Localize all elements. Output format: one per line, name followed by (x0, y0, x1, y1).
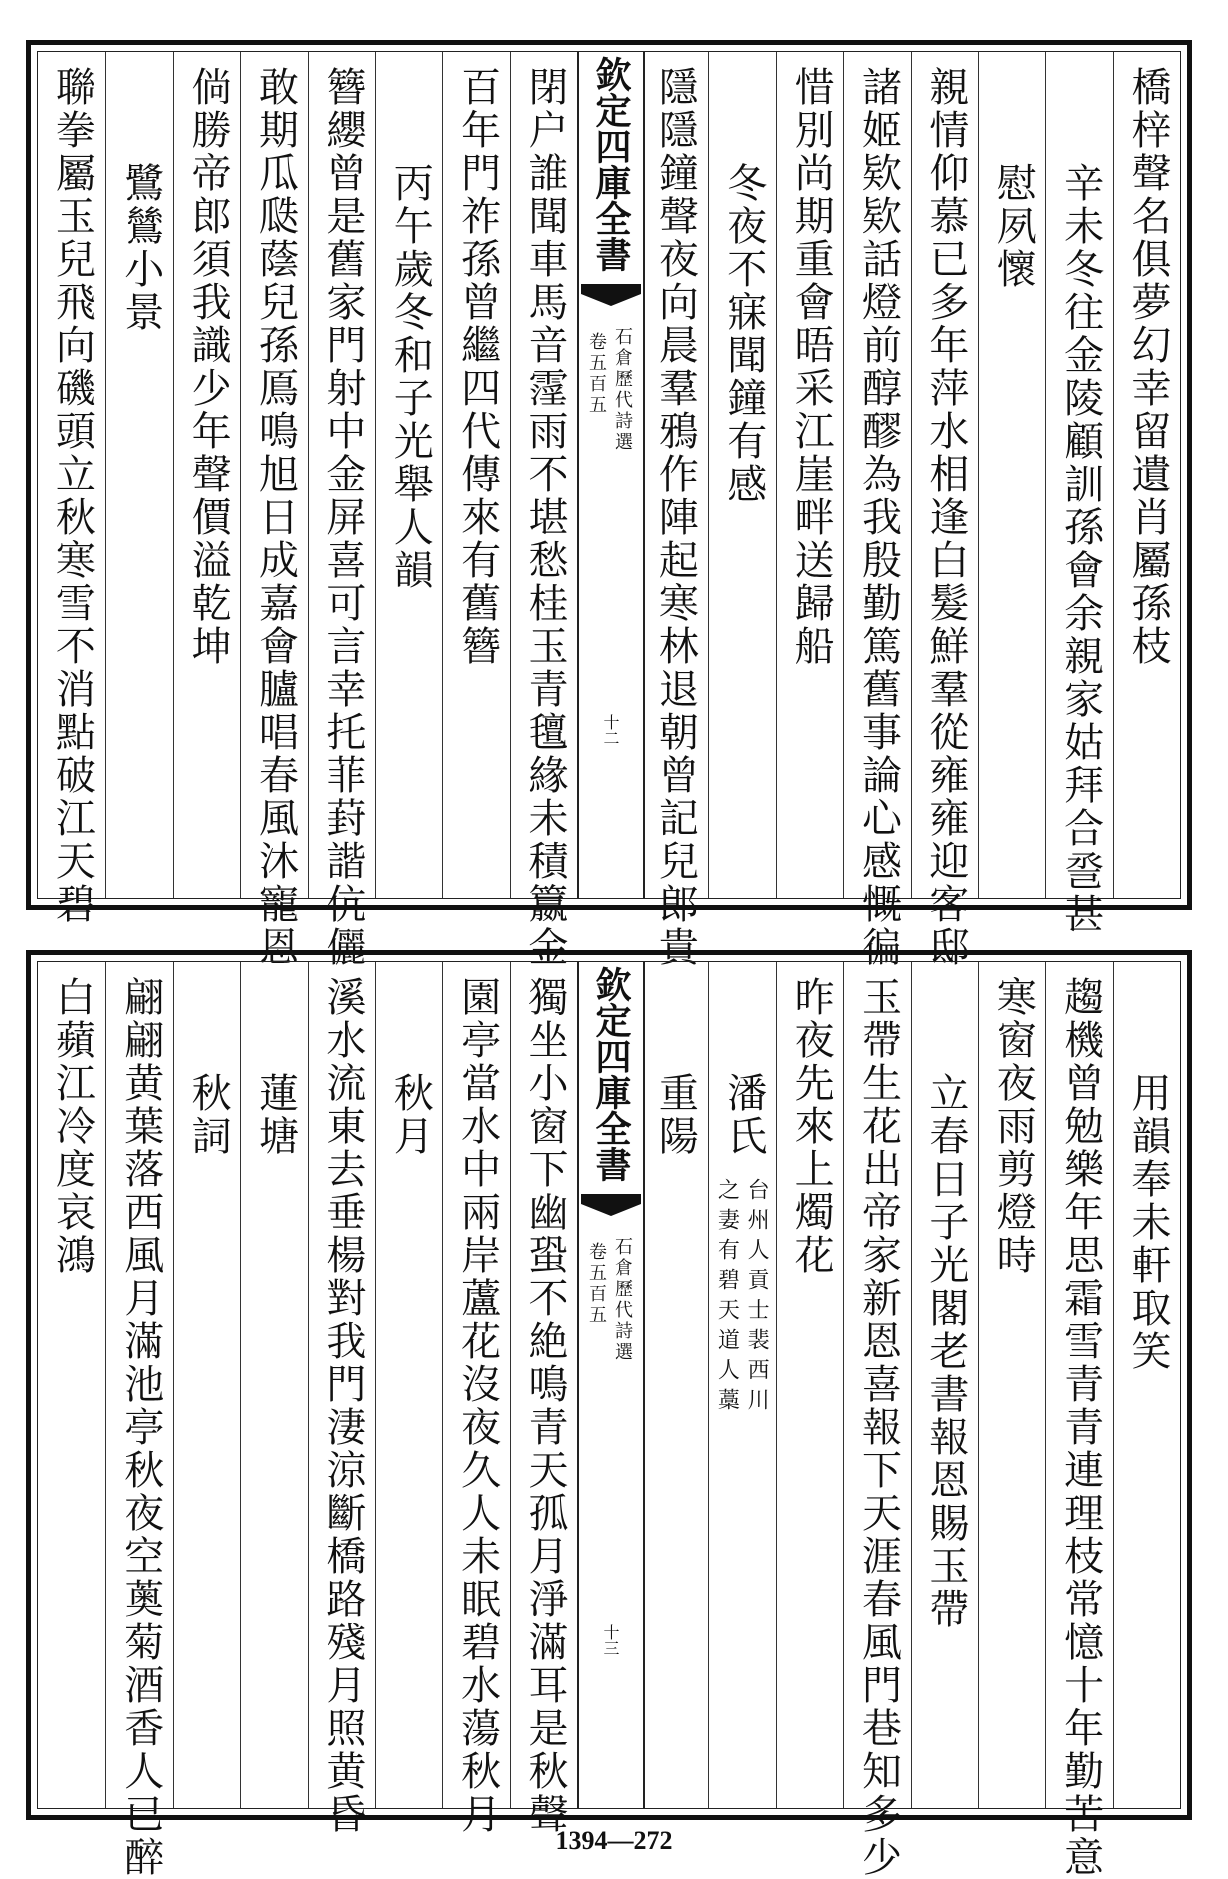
side-title: 石倉歷代詩選 (612, 327, 633, 453)
column-text: 園亭當水中兩岸蘆花沒夜久人未眠碧水蕩秋月 (454, 976, 501, 1836)
column-text: 昨夜先來上燭花 (788, 976, 835, 1277)
text-column (641, 962, 708, 1808)
center-block (577, 52, 645, 898)
text-column (1113, 52, 1181, 898)
column-text: 敢期瓜瓞蔭兒孫鳫鳴旭日成嘉會臚唱春風沐寵恩 (252, 66, 299, 969)
column-text: 簪纓曾是舊家門射中金屏喜可言幸托菲葑諧伉儷 (319, 66, 366, 969)
column-text: 白蘋江冷度哀鴻 (49, 976, 96, 1277)
volume-number: 卷五百五 (586, 1242, 607, 1326)
volume-number: 卷五百五 (586, 332, 607, 416)
column-text: 隱隱鐘聲夜向晨羣鴉作陣起寒林退朝曾記兒郎貴 (652, 66, 699, 969)
column-text: 鷺鷥小景 (117, 162, 164, 334)
leaf-number: 十二 (601, 714, 620, 746)
column-text: 辛未冬往金陵顧訓孫會余親家姑拜合巹甚 (1057, 162, 1104, 936)
text-column (708, 52, 776, 898)
text-column (978, 52, 1046, 898)
text-column (375, 52, 443, 898)
text-column (978, 962, 1046, 1808)
text-column (173, 962, 241, 1808)
column-text: 惜別尚期重會晤采江崖畔送歸船 (788, 66, 835, 668)
text-column (641, 52, 708, 969)
column-text: 翩翩黄葉落西風月滿池亭秋夜空薁菊酒香人已醉 (117, 976, 164, 1879)
text-column (843, 52, 911, 969)
column-text: 秋詞 (185, 1072, 232, 1158)
column-text: 蓮塘 (252, 1072, 299, 1158)
column-text: 溪水流東去垂楊對我門淒涼斷橋路殘月照黄昏 (319, 976, 366, 1836)
text-column (1045, 962, 1113, 1879)
text-column (240, 962, 308, 1808)
page-number: 1394—272 (555, 1826, 673, 1855)
column-text: 橋梓聲名俱夢幻幸留遺肖屬孫枝 (1125, 66, 1171, 668)
leaf-number: 十三 (601, 1624, 620, 1656)
column-text: 重陽 (652, 1072, 699, 1158)
text-column (911, 962, 979, 1808)
text-column (1113, 962, 1181, 1808)
text-column (375, 962, 443, 1808)
column-text: 玉帶生花出帝家新恩喜報下天涯春風門巷知多少 (855, 976, 902, 1879)
text-column (442, 52, 510, 898)
column-text: 秋月 (387, 1072, 434, 1158)
book-title: 欽定四庫全書 (590, 56, 632, 272)
column-text: 慰夙懷 (990, 162, 1037, 291)
fishtail-mark-icon (581, 284, 641, 314)
text-column (510, 52, 578, 969)
column-text: 獨坐小窗下幽蛩不絶鳴青天孤月淨滿耳是秋聲 (522, 976, 568, 1836)
column-text: 丙午歲冬和子光舉人韻 (387, 162, 434, 592)
text-column (308, 52, 376, 969)
text-column (911, 52, 979, 969)
column-text: 用韻奉未軒取笑 (1125, 1072, 1171, 1373)
center-block (577, 962, 645, 1808)
text-column (105, 52, 173, 898)
column-text: 冬夜不寐聞鐘有感 (720, 162, 767, 506)
annotation-line: 之妻有碧天道人藁 (714, 1178, 740, 1418)
column-text: 立春日子光閣老書報恩賜玉帶 (922, 1072, 969, 1631)
text-column (308, 962, 376, 1836)
text-column (105, 962, 173, 1879)
column-text: 親情仰慕已多年萍水相逢白髮鮮羣從雍雍迎客邸 (922, 66, 969, 969)
text-column (708, 962, 776, 1808)
side-title: 石倉歷代詩選 (612, 1237, 633, 1363)
column-text: 百年門祚孫曾繼四代傳來有舊簪 (454, 66, 501, 668)
page-frame (37, 51, 1181, 969)
text-column (442, 962, 510, 1836)
column-text: 聯拳屬玉兒飛向磯頭立秋寒雪不消點破江天碧 (49, 66, 96, 926)
text-column (38, 962, 105, 1808)
annotation-line: 台州人貢士裴西川 (744, 1178, 770, 1418)
text-column (1045, 52, 1113, 936)
column-text: 倘勝帝郎須我識少年聲價溢乾坤 (185, 66, 232, 668)
book-title: 欽定四庫全書 (590, 966, 632, 1182)
text-column (776, 962, 844, 1808)
column-text: 趨機曾勉樂年思霜雪青青連理枝常憶十年勤苦意 (1057, 976, 1104, 1879)
column-text: 閉户誰聞車馬音霪雨不堪愁桂玉青氊緣未積籝金 (522, 66, 568, 969)
column-text: 潘氏 (720, 1072, 767, 1158)
text-column (510, 962, 578, 1836)
fishtail-mark-icon (581, 1194, 641, 1224)
text-column (240, 52, 308, 969)
text-column (173, 52, 241, 898)
text-column (843, 962, 911, 1879)
text-column (38, 52, 105, 926)
text-column (776, 52, 844, 898)
column-text: 寒窗夜雨剪燈時 (990, 976, 1037, 1277)
page-top (26, 40, 1192, 969)
column-text: 諸姬欵欵話燈前醇醪為我殷勤篤舊事論心感慨徧 (855, 66, 902, 969)
